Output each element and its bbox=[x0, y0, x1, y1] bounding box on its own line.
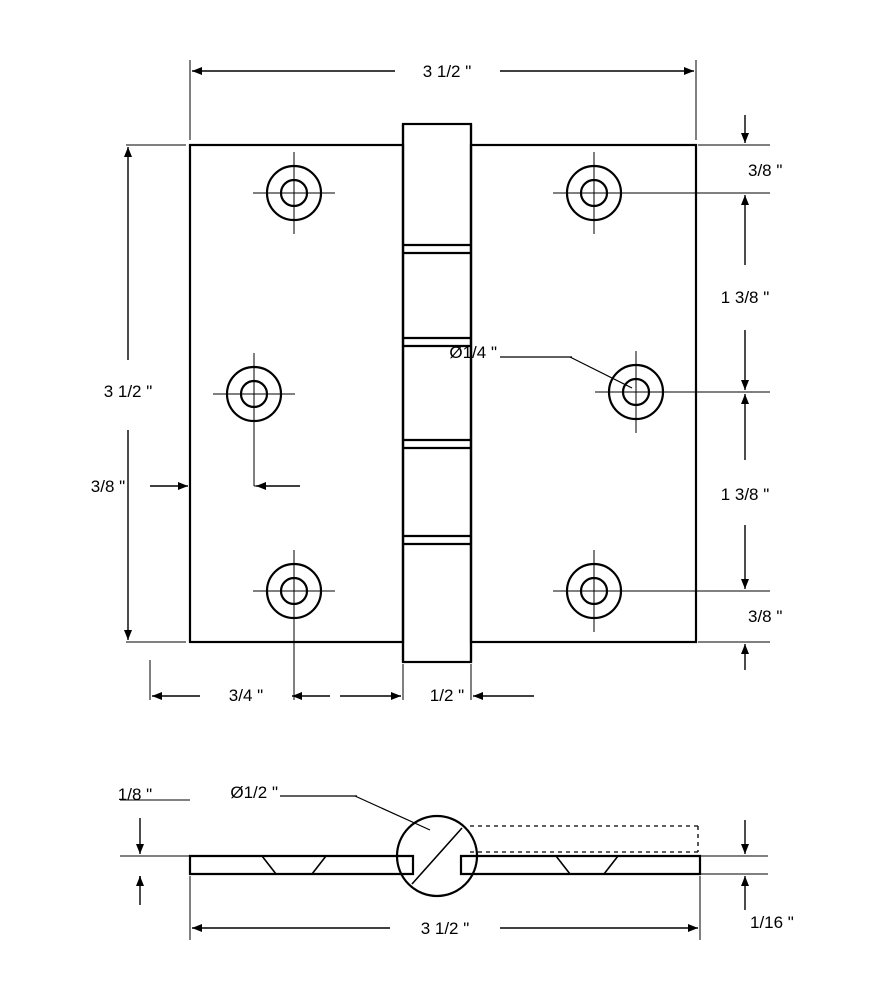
dim-side-thickness-top bbox=[118, 785, 190, 905]
dim-label-knuckle-width: 1/2 " bbox=[429, 686, 465, 705]
dim-label-top-edge-offset: 3/8 " bbox=[748, 161, 783, 180]
dim-label-bottom-edge-offset: 3/8 " bbox=[748, 607, 783, 626]
dim-left-edge-offset bbox=[91, 477, 300, 496]
knuckle-column bbox=[403, 124, 471, 662]
dim-label-right-spacing-upper: 1 3/8 " bbox=[720, 288, 770, 307]
dim-label-side-overall-width: 3 1/2 " bbox=[420, 919, 470, 938]
dim-side-overall-width bbox=[190, 876, 700, 940]
dim-label-front-height: 3 1/2 " bbox=[103, 382, 153, 401]
front-view bbox=[91, 60, 783, 705]
screw-hole-left-top bbox=[253, 152, 335, 234]
dim-label-left-edge-offset: 3/8 " bbox=[90, 477, 126, 496]
dim-pin-diameter bbox=[230, 783, 430, 830]
dim-label-left-leaf-hole-offset: 3/4 " bbox=[228, 686, 264, 705]
side-countersink-marks bbox=[262, 856, 618, 874]
dim-label-side-thickness-top: 1/8 " bbox=[117, 785, 153, 804]
dim-bottom-chain bbox=[150, 620, 534, 705]
dim-label-side-thickness-bottom: 1/16 " bbox=[750, 913, 794, 932]
screw-hole-left-middle bbox=[213, 353, 295, 486]
side-view bbox=[118, 783, 794, 940]
knuckle-segments bbox=[403, 245, 471, 544]
dim-label-front-width: 3 1/2 " bbox=[422, 62, 472, 81]
dim-label-hole-diameter: Ø1/4 " bbox=[449, 343, 497, 362]
side-pin-slot bbox=[412, 828, 462, 884]
dim-label-pin-diameter: Ø1/2 " bbox=[230, 783, 278, 802]
side-hidden-lines bbox=[470, 826, 698, 852]
dim-label-right-spacing-lower: 1 3/8 " bbox=[720, 485, 770, 504]
side-right-leaf bbox=[461, 856, 700, 874]
dim-front-height bbox=[104, 145, 186, 642]
dim-side-thickness-bottom bbox=[700, 820, 794, 932]
knuckle-step-edges bbox=[403, 124, 471, 662]
dim-hole-diameter bbox=[449, 343, 632, 388]
dim-front-width bbox=[190, 60, 696, 140]
side-left-leaf bbox=[190, 856, 413, 874]
